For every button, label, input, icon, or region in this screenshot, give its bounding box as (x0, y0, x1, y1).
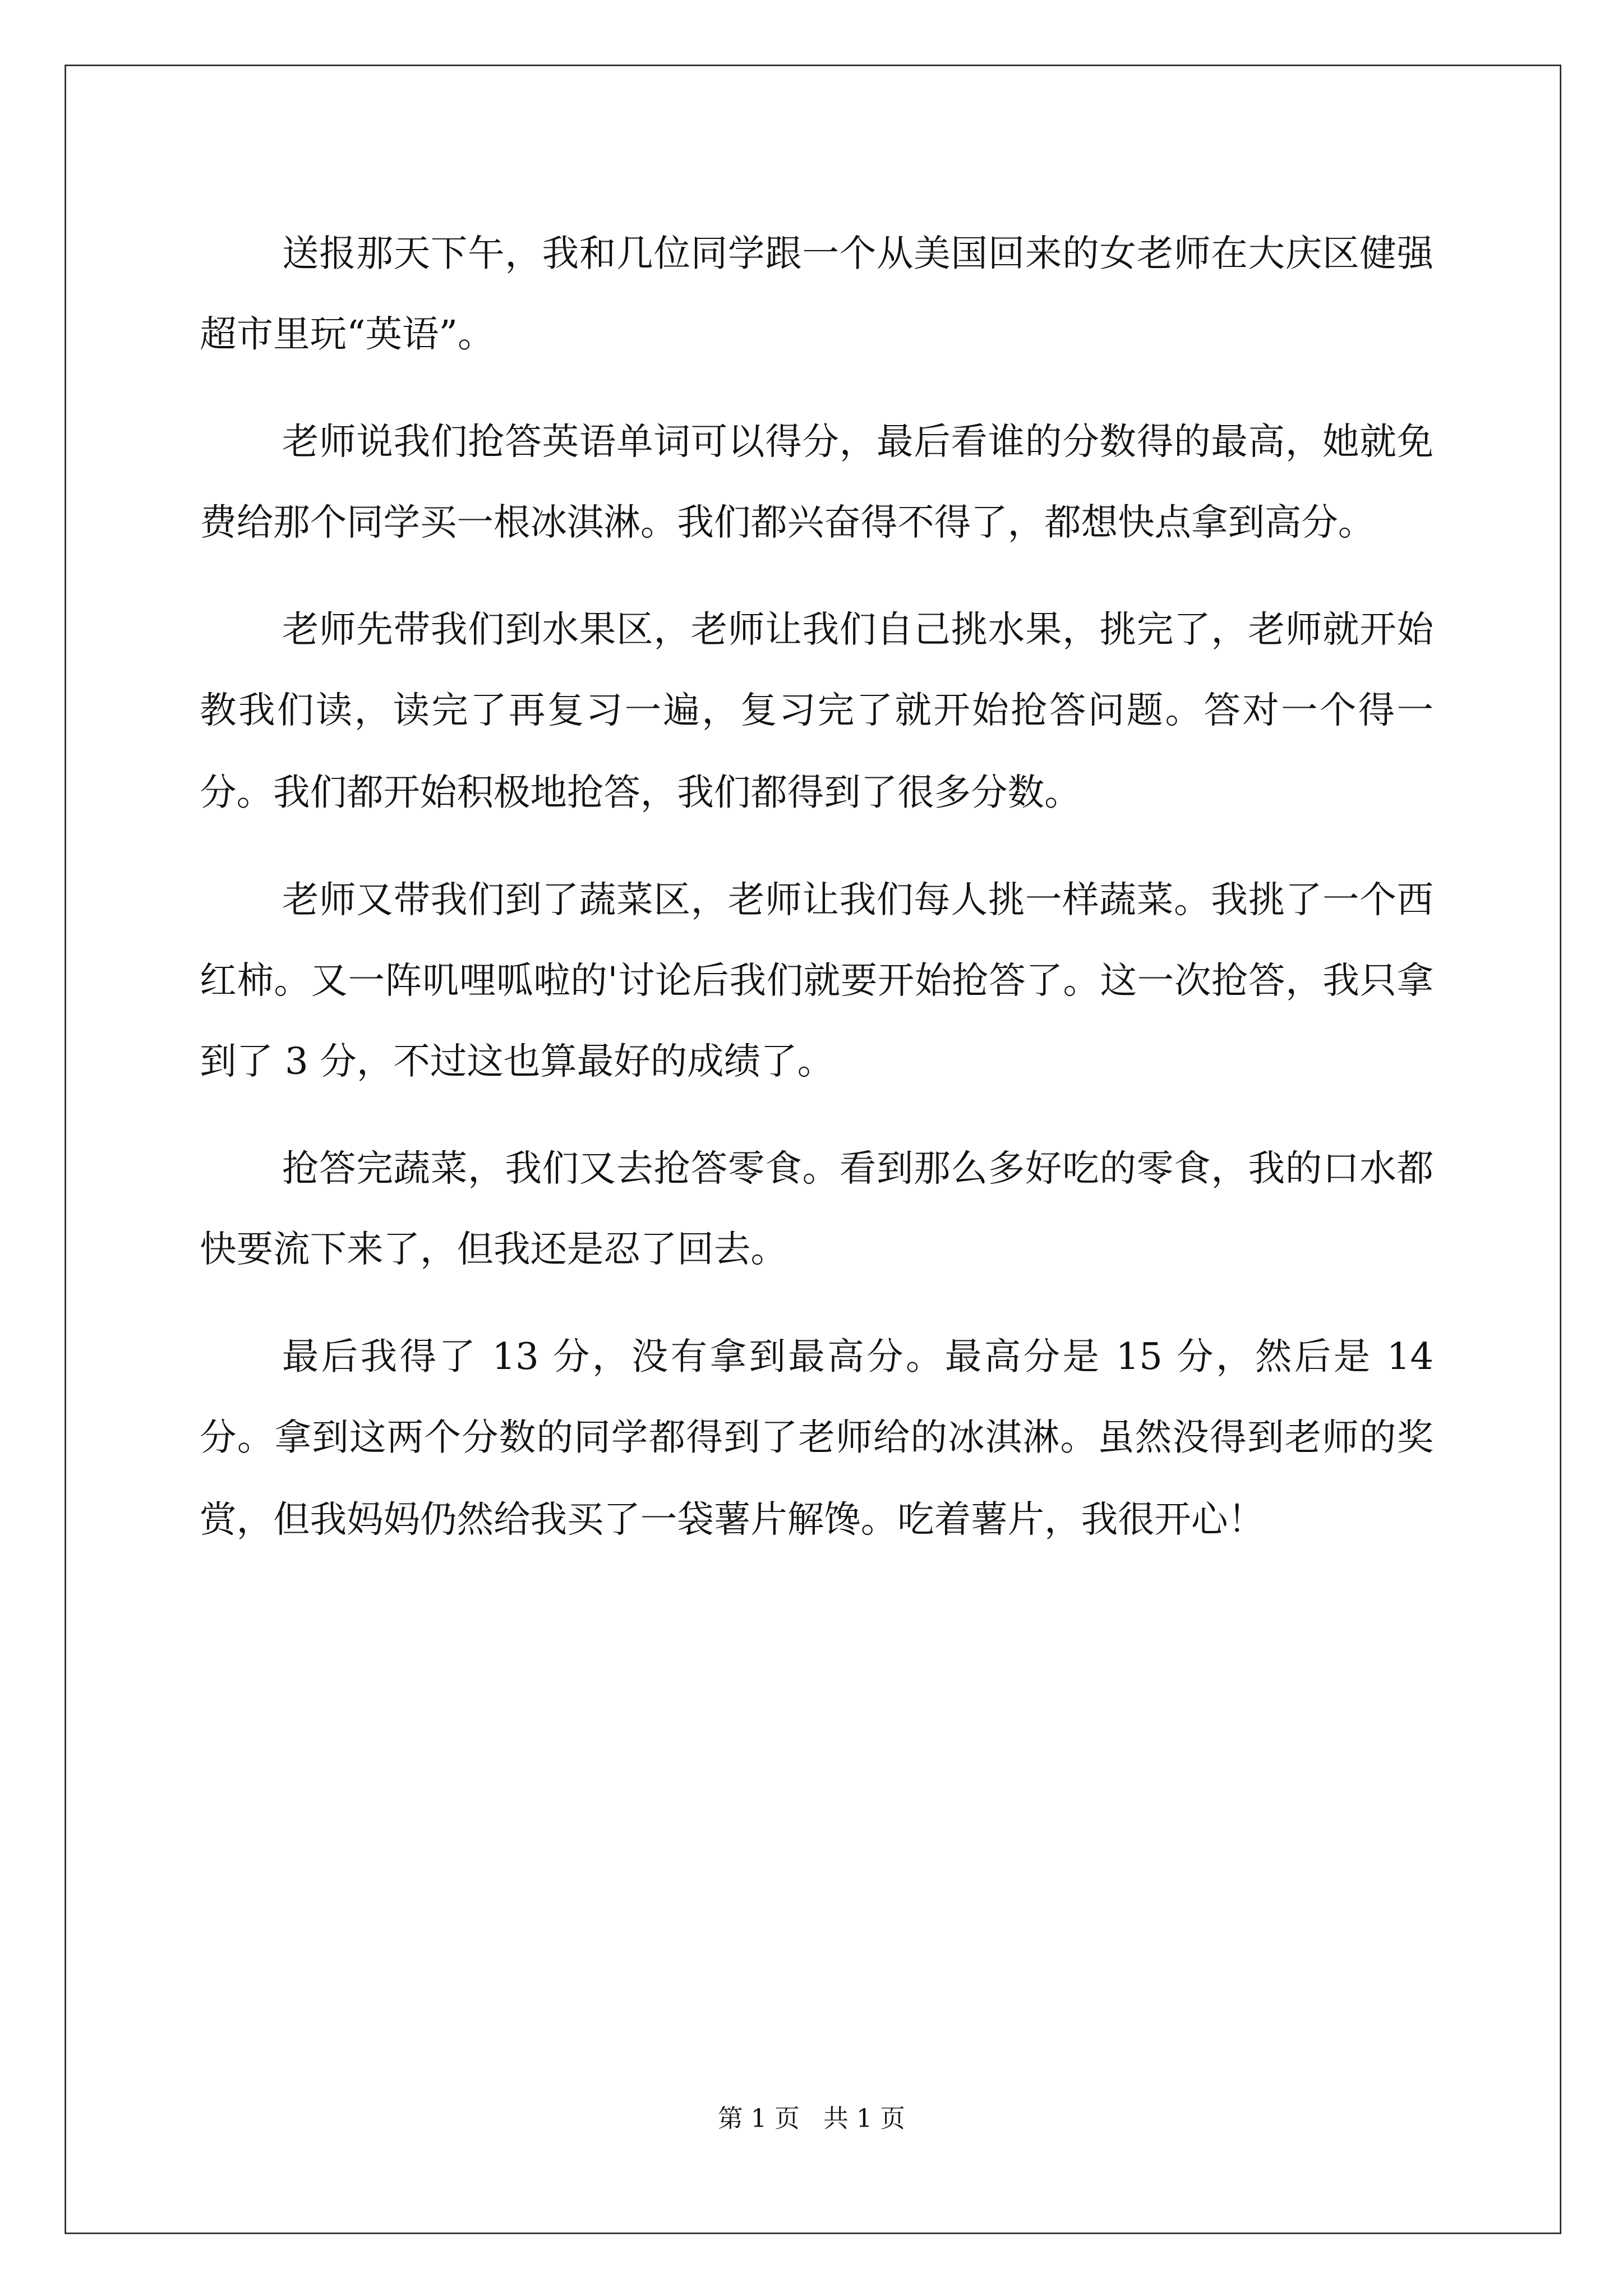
paragraph: 老师先带我们到水果区，老师让我们自己挑水果，挑完了，老师就开始教我们读，读完了再复习一遍，复习完了就开始抢答问题。答对一个得一分。我们都开始积极地抢答，我们都得到了很多分数。 (200, 608, 1434, 814)
paragraph: 最后我得了 13 分，没有拿到最高分。最高分是 15 分，然后是 14 分。拿到这两个分数的同学都得到了老师给的冰淇淋。虽然没得到老师的奖赏，但我妈妈仍然给我买了一袋薯片解馋。吃着薯片，我很开心！ (200, 1335, 1434, 1541)
paragraph: 抢答完蔬菜，我们又去抢答零食。看到那么多好吃的零食，我的口水都快要流下来了，但我还是忍了回去。 (200, 1147, 1434, 1271)
paragraph: 送报那天下午，我和几位同学跟一个从美国回来的女老师在大庆区健强超市里玩“英语”。 (200, 232, 1434, 356)
page-total: 共 1 页 (823, 2105, 905, 2134)
paragraph: 老师又带我们到了蔬菜区，老师让我们每人挑一样蔬菜。我挑了一个西红柿。又一阵叽哩呱啦的'讨论后我们就要开始抢答了。这一次抢答，我只拿到了 3 分，不过这也算最好的成绩了。 (200, 878, 1434, 1083)
page-footer (0, 2097, 1623, 2134)
document-body (200, 213, 1433, 1585)
paragraph: 老师说我们抢答英语单词可以得分，最后看谁的分数得的最高，她就免费给那个同学买一根冰淇淋。我们都兴奋得不得了，都想快点拿到高分。 (200, 420, 1434, 545)
page-number: 第 1 页 (718, 2105, 800, 2134)
